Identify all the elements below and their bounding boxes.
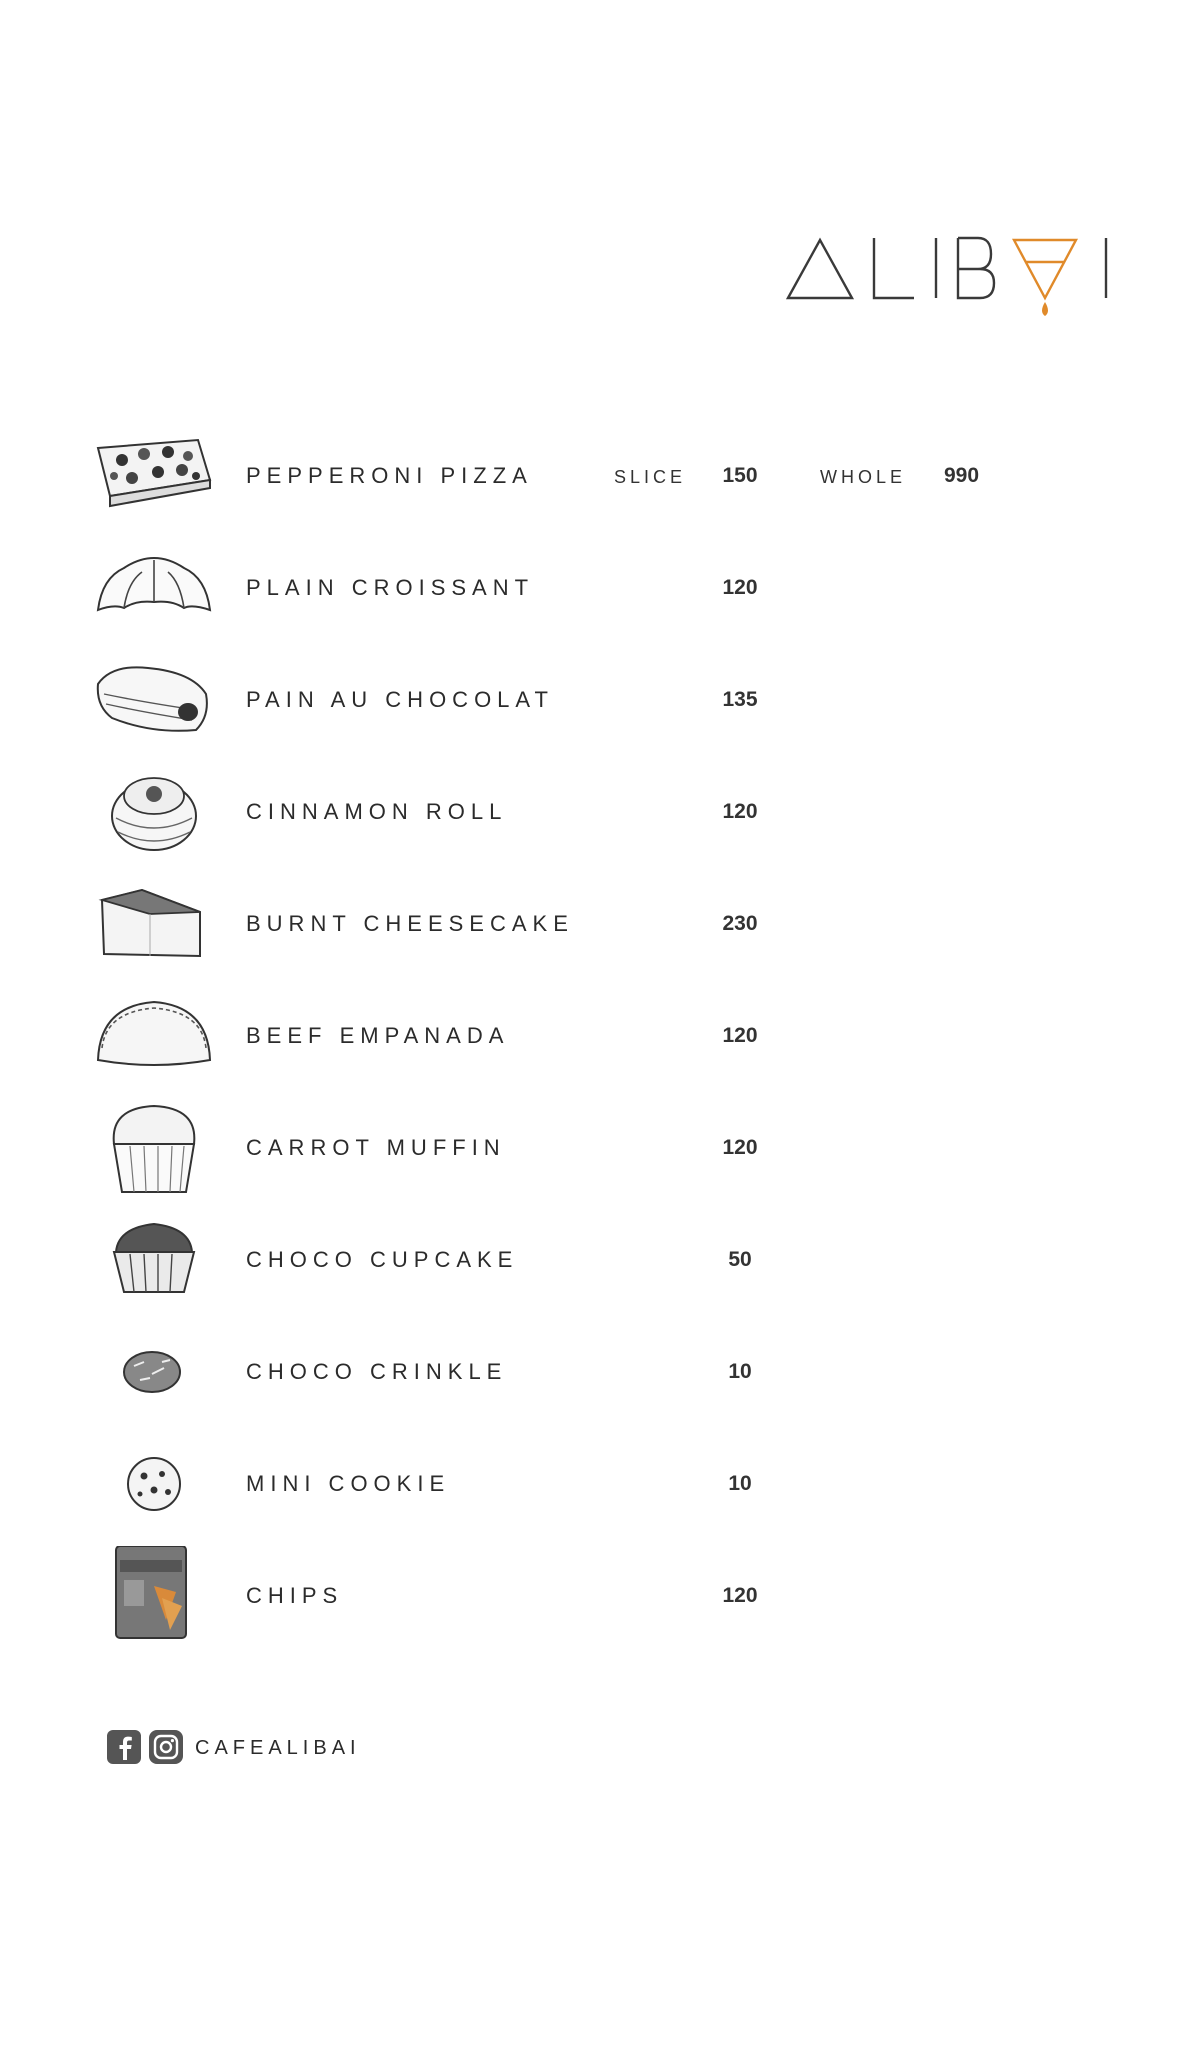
- item-name: CHOCO CRINKLE: [246, 1359, 508, 1384]
- item-price: 10: [728, 1472, 752, 1495]
- menu-item-mini-cookie: [0, 1434, 1186, 1534]
- menu-item-choco-crinkle: [0, 1322, 1186, 1422]
- whole-price: 990: [944, 464, 980, 487]
- cupcake-icon: [92, 1210, 217, 1310]
- item-name: MINI COOKIE: [246, 1471, 451, 1496]
- crinkle-icon: [92, 1322, 217, 1422]
- muffin-icon: [92, 1098, 217, 1198]
- item-name: CHOCO CUPCAKE: [246, 1247, 519, 1272]
- cinnamon-roll-icon: [92, 762, 217, 862]
- item-name: CHIPS: [246, 1583, 344, 1608]
- item-name: BURNT CHEESECAKE: [246, 911, 574, 936]
- social-handle: CAFEALIBAI: [195, 1737, 361, 1759]
- menu-item-beef-empanada: [0, 986, 1186, 1086]
- menu-item-pain-au-chocolat: [0, 650, 1186, 750]
- item-name: CARROT MUFFIN: [246, 1135, 506, 1160]
- item-name: PLAIN CROISSANT: [246, 575, 535, 600]
- empanada-icon: [92, 986, 217, 1086]
- item-price: 120: [722, 1024, 758, 1047]
- menu-item-pepperoni-pizza: [0, 426, 1186, 526]
- item-name: BEEF EMPANADA: [246, 1023, 510, 1048]
- item-price: 120: [722, 800, 758, 823]
- item-name: PAIN AU CHOCOLAT: [246, 687, 554, 712]
- menu-item-choco-cupcake: [0, 1210, 1186, 1310]
- instagram-icon[interactable]: [149, 1730, 183, 1764]
- item-price: 135: [722, 688, 758, 711]
- menu-item-carrot-muffin: [0, 1098, 1186, 1198]
- croissant-icon: [92, 538, 217, 638]
- chips-bag-icon: [92, 1546, 217, 1646]
- menu-item-cinnamon-roll: [0, 762, 1186, 862]
- item-price: 120: [722, 1584, 758, 1607]
- whole-label: WHOLE: [820, 467, 907, 487]
- item-price: 120: [722, 576, 758, 599]
- item-price: 120: [722, 1136, 758, 1159]
- cookie-icon: [92, 1434, 217, 1534]
- item-price: 230: [722, 912, 758, 935]
- alibai-logo: [786, 236, 1116, 326]
- item-price: 50: [728, 1248, 752, 1271]
- menu-item-burnt-cheesecake: [0, 874, 1186, 974]
- pizza-icon: [92, 426, 217, 526]
- menu-item-chips: [0, 1546, 1186, 1646]
- social-footer: [107, 1730, 447, 1766]
- menu-item-plain-croissant: [0, 538, 1186, 638]
- slice-label: SLICE: [614, 467, 687, 487]
- item-price: 10: [728, 1360, 752, 1383]
- item-price: 150: [722, 464, 758, 487]
- pain-au-chocolat-icon: [92, 650, 217, 750]
- facebook-icon[interactable]: [107, 1730, 141, 1764]
- item-name: PEPPERONI PIZZA: [246, 463, 533, 488]
- cheesecake-icon: [92, 874, 217, 974]
- item-name: CINNAMON ROLL: [246, 799, 508, 824]
